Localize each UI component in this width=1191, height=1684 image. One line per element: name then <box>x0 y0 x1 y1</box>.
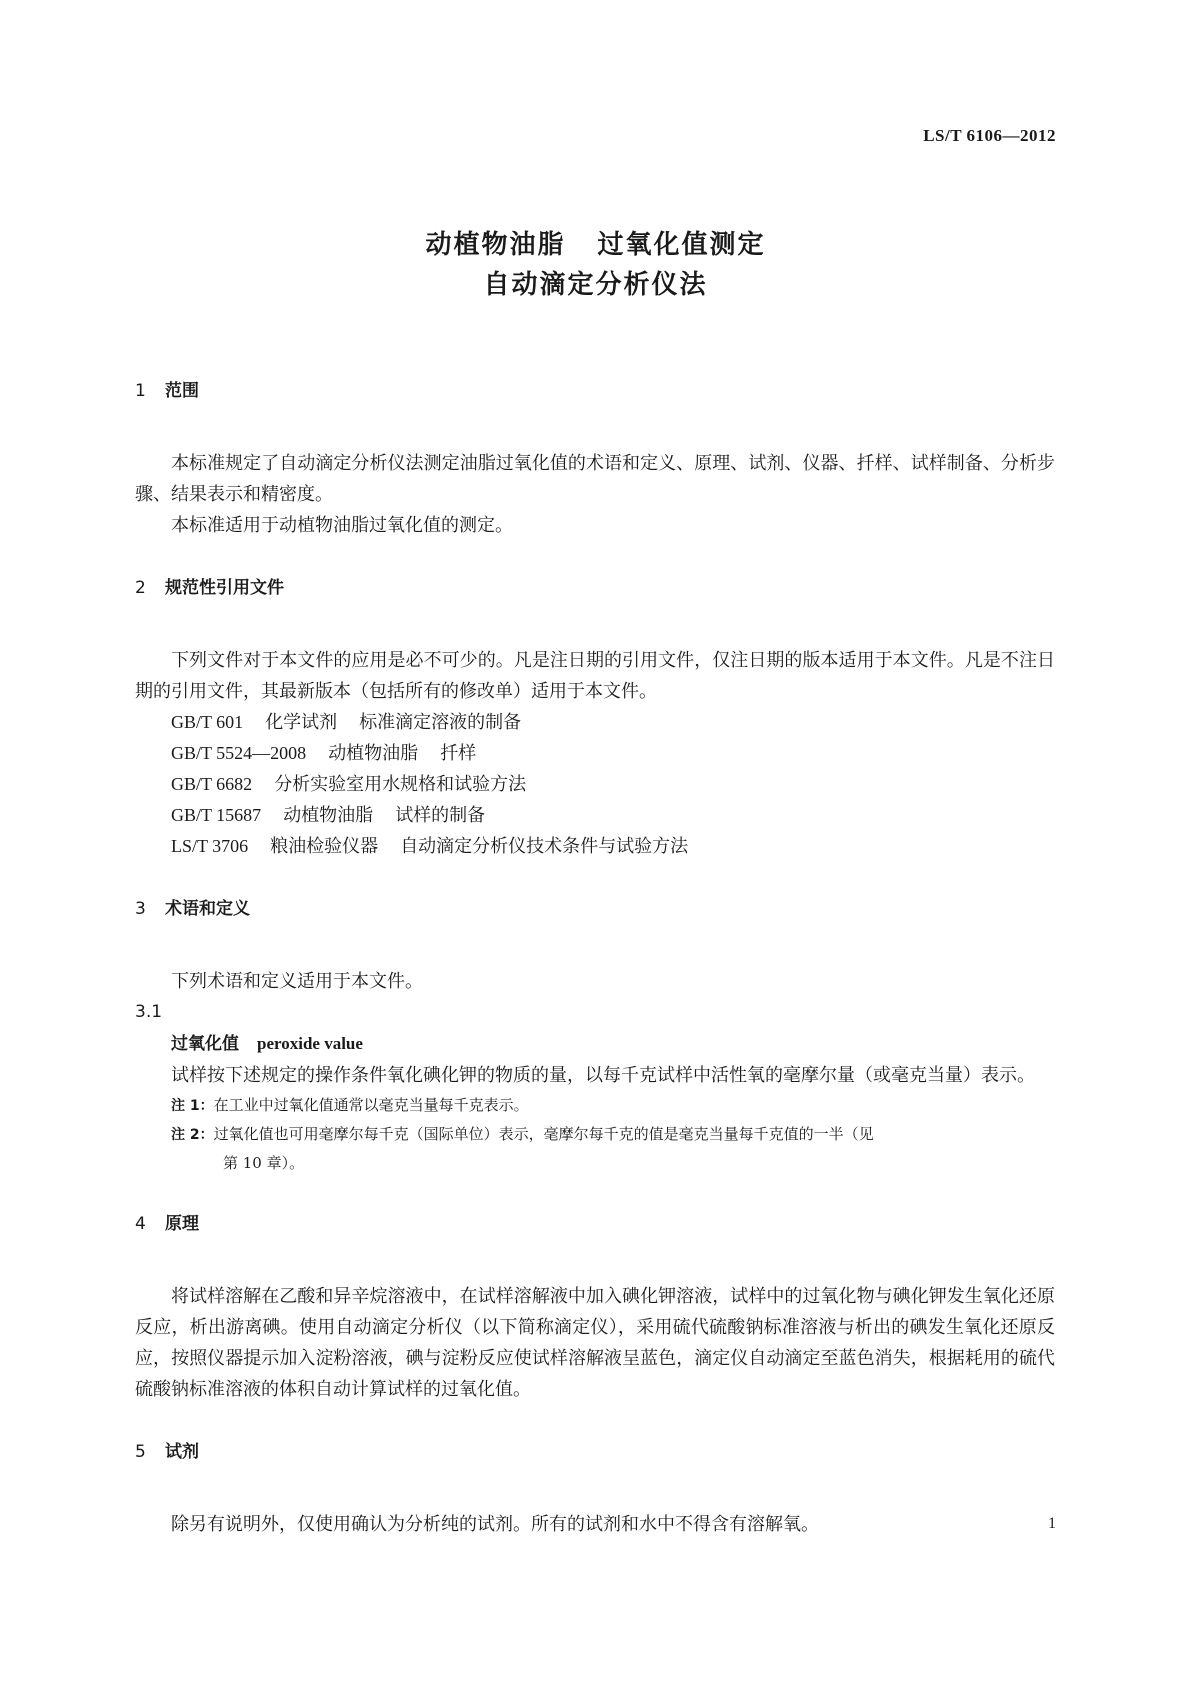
section-5-heading <box>135 1437 1055 1467</box>
reference-item <box>135 769 1055 800</box>
reference-title: 分析实验室用水规格和试验方法 <box>274 774 527 795</box>
reference-subtitle: 扦样 <box>440 743 477 764</box>
reference-code: GB/T 5524—2008 <box>171 743 307 763</box>
note-1 <box>135 1091 1055 1120</box>
section-4-heading <box>135 1209 1055 1239</box>
standard-code: LS/T 6106—2012 <box>923 126 1056 145</box>
section-number: 3 <box>135 899 146 919</box>
reference-item <box>135 831 1055 862</box>
reference-code: GB/T 6682 <box>171 774 253 794</box>
term-definition: 试样按下述规定的操作条件氧化碘化钾的物质的量，以每千克试样中活性氧的毫摩尔量（或毫克当量）表示。 <box>171 1065 1035 1086</box>
section-title: 原理 <box>165 1214 199 1234</box>
reference-code: GB/T 601 <box>171 712 244 732</box>
subsection-number: 3.1 <box>135 1002 163 1022</box>
reference-title: 动植物油脂 <box>328 743 419 764</box>
section-1-para-1: 本标准规定了自动滴定分析仪法测定油脂过氧化值的术语和定义、原理、试剂、仪器、扦样、试样制备、分析步骤、结果表示和精密度。 <box>135 453 1055 505</box>
reference-title: 动植物油脂 <box>283 805 374 826</box>
reference-subtitle: 自动滴定分析仪技术条件与试验方法 <box>400 836 689 857</box>
title-part-a: 动植物油脂 <box>425 230 566 260</box>
title-part-b: 过氧化值测定 <box>597 230 766 260</box>
term-chinese: 过氧化值 <box>171 1034 239 1054</box>
section-3-para-1: 下列术语和定义适用于本文件。 <box>171 971 423 992</box>
reference-code: GB/T 15687 <box>171 805 262 825</box>
section-1-para-2: 本标准适用于动植物油脂过氧化值的测定。 <box>171 515 513 536</box>
section-number: 4 <box>135 1214 146 1234</box>
section-title: 试剂 <box>165 1442 199 1462</box>
title-line-2: 自动滴定分析仪法 <box>483 270 708 300</box>
section-number: 5 <box>135 1442 146 1462</box>
section-title: 范围 <box>165 381 199 401</box>
section-2-para-1: 下列文件对于本文件的应用是必不可少的。凡是注日期的引用文件，仅注日期的版本适用于本文件。凡是不注日期的引用文件，其最新版本（包括所有的修改单）适用于本文件。 <box>135 650 1055 702</box>
reference-item <box>135 738 1055 769</box>
note-label: 注 1： <box>171 1098 214 1114</box>
reference-title: 粮油检验仪器 <box>270 836 379 857</box>
section-number: 1 <box>135 381 146 401</box>
section-title: 规范性引用文件 <box>165 578 284 598</box>
section-1-heading <box>135 376 1055 406</box>
section-3-heading <box>135 894 1055 924</box>
section-title: 术语和定义 <box>165 899 250 919</box>
reference-item <box>135 707 1055 738</box>
section-4-para-1: 将试样溶解在乙酸和异辛烷溶液中，在试样溶解液中加入碘化钾溶液，试样中的过氧化物与碘化钾发生氧化还原反应，析出游离碘。使用自动滴定分析仪（以下简称滴定仪），采用硫代硫酸钠标准溶液与析出的碘发生氧化还原反应，按照仪器提示加入淀粉溶液，碘与淀粉反应使试样溶解液呈蓝色，滴定仪自动滴定至蓝色消失，根据耗用的硫代硫酸钠标准溶液的体积自动计算试样的过氧化值。 <box>135 1286 1055 1400</box>
note-text-continued: 第 10 章）。 <box>223 1154 305 1172</box>
reference-subtitle: 试样的制备 <box>395 805 486 826</box>
document-body <box>135 376 1055 1540</box>
section-2-heading <box>135 573 1055 603</box>
reference-item <box>135 800 1055 831</box>
note-text: 过氧化值也可用毫摩尔每千克（国际单位）表示，毫摩尔每千克的值是毫克当量每千克值的一半（见 <box>213 1125 874 1143</box>
note-2 <box>135 1120 1055 1177</box>
note-text: 在工业中过氧化值通常以毫克当量每千克表示。 <box>213 1096 529 1114</box>
reference-subtitle: 标准滴定溶液的制备 <box>359 712 522 733</box>
reference-title: 化学试剂 <box>265 712 338 733</box>
document-title <box>0 225 1191 305</box>
note-label: 注 2： <box>171 1127 214 1143</box>
term-heading <box>135 1028 1055 1060</box>
reference-code: LS/T 3706 <box>171 836 249 856</box>
term-english: peroxide value <box>257 1034 363 1053</box>
section-5-para-1: 除另有说明外，仅使用确认为分析纯的试剂。所有的试剂和水中不得含有溶解氧。 <box>171 1514 819 1535</box>
title-line-1 <box>0 225 1191 265</box>
page-number: 1 <box>1048 1515 1056 1532</box>
section-number: 2 <box>135 578 146 598</box>
